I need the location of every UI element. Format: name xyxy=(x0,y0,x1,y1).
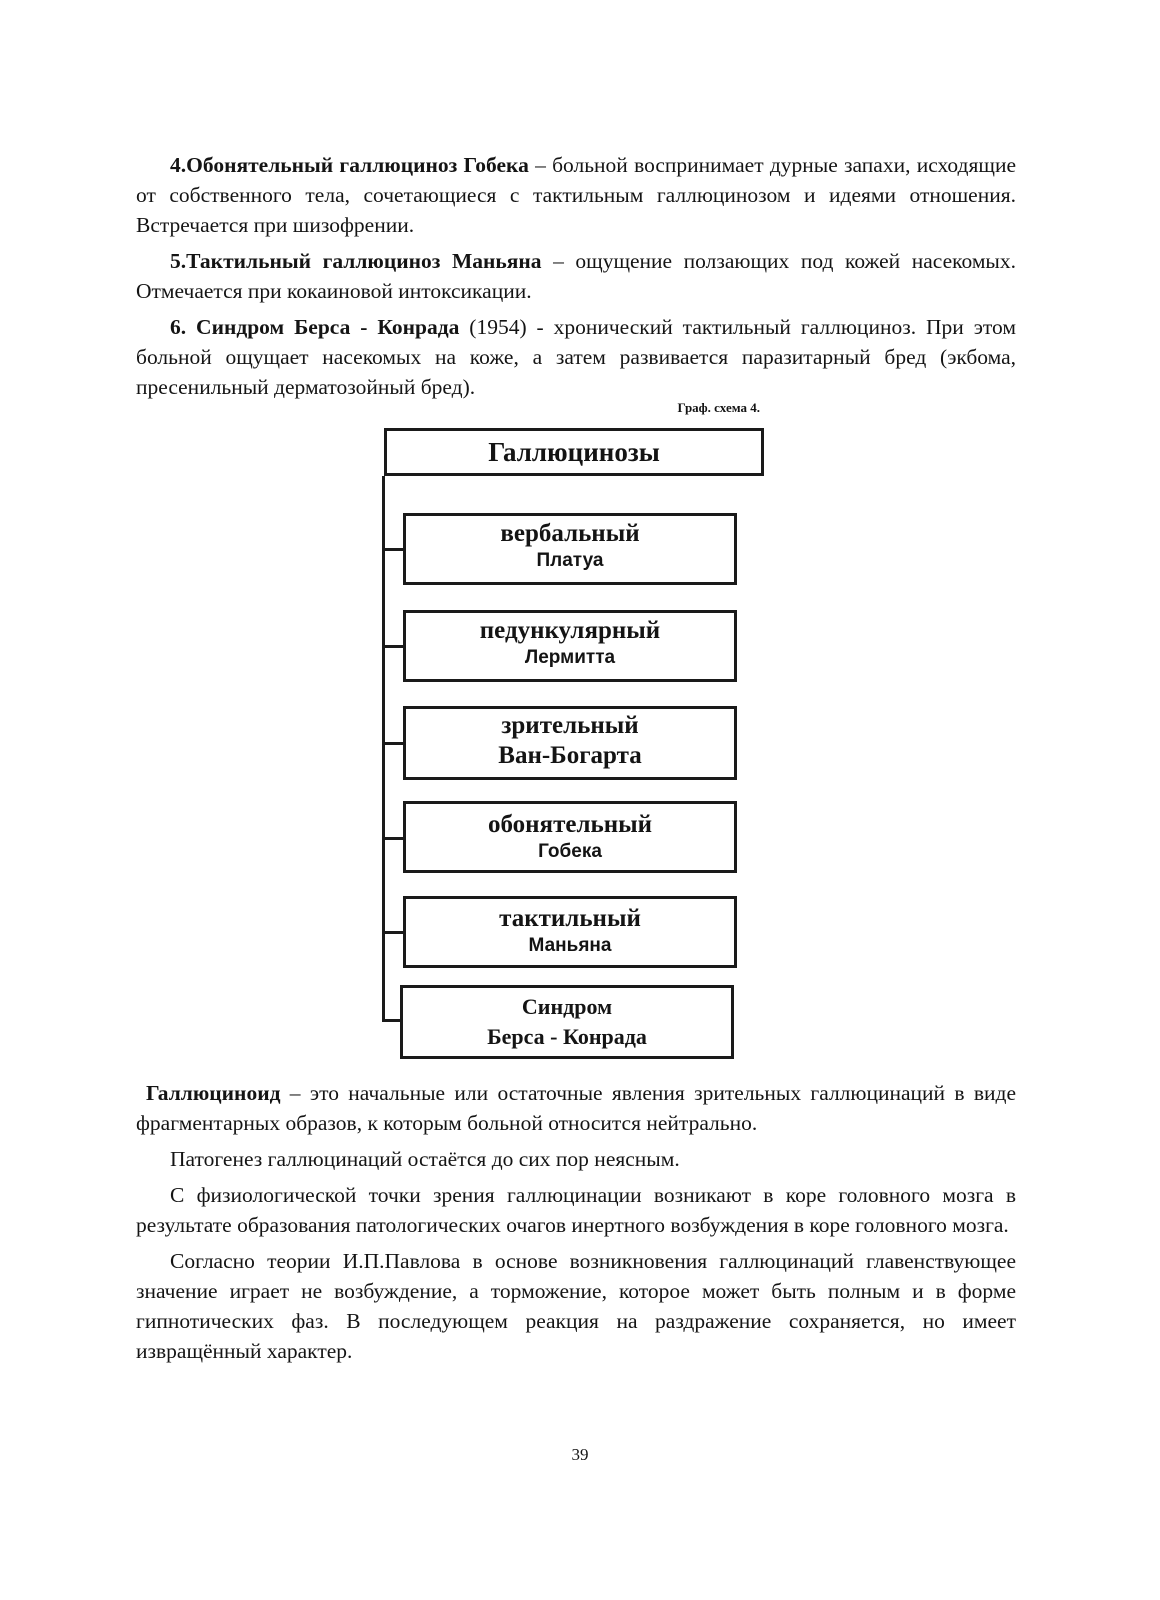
diagram-connector xyxy=(382,931,404,934)
paragraph-hallucinoid xyxy=(136,1078,1016,1138)
page-number: 39 xyxy=(571,1445,589,1464)
bottom-text-block xyxy=(136,1078,1016,1372)
diagram-box-olfactory xyxy=(403,801,737,873)
diagram-root-box xyxy=(384,428,764,476)
diagram-box-title: вербальный xyxy=(500,520,640,547)
diagram-box-visual xyxy=(403,706,737,780)
diagram-box-subtitle: Ван-Богарта xyxy=(498,742,642,769)
diagram-box-title: педункулярный xyxy=(479,617,661,644)
paragraph-heading: 6. Синдром Берса - Конрада xyxy=(170,315,460,339)
paragraph-heading: 5.Тактильный галлюциноз Маньяна xyxy=(170,249,542,273)
diagram-connector-vertical xyxy=(382,476,385,1022)
diagram-connector xyxy=(382,548,404,551)
paragraph-bers-konrad xyxy=(136,312,1016,402)
diagram-connector xyxy=(382,645,404,648)
paragraph-body: (1954) - хронический тактильный галлюциноз. При этом больной ощущает насекомых на коже, а затем развивается паразитарный бред (экбома, пресенильный дерматозойный бред). xyxy=(136,315,1016,399)
paragraph-heading: Галлюциноид xyxy=(146,1081,281,1105)
paragraph-gobek xyxy=(136,150,1016,240)
top-text-block xyxy=(136,150,1016,408)
diagram-box-peduncular xyxy=(403,610,737,682)
paragraph-body: – больной воспринимает дурные запахи, исходящие от собственного тела, сочетающиеся с тактильным галлюцинозом и идеями отношения. Встречается при шизофрении. xyxy=(136,153,1016,237)
diagram-box-title: тактильный xyxy=(499,905,641,932)
diagram-box-subtitle: Берса - Конрада xyxy=(487,1024,647,1049)
paragraph-pathogenesis: Патогенез галлюцинаций остаётся до сих пор неясным. xyxy=(170,1147,680,1171)
diagram-box-subtitle: Платуа xyxy=(536,550,604,571)
diagram-connector xyxy=(382,1019,402,1022)
diagram-box-subtitle: Лермитта xyxy=(524,647,616,668)
paragraph-pavlov: Согласно теории И.П.Павлова в основе возникновения галлюцинаций главенствующее значение играет не возбуждение, а торможение, которое может быть полным и в форме гипнотических фаз. В последующем реакция на раздражение сохраняется, но имеет извращённый характер. xyxy=(136,1249,1016,1363)
diagram-box-title: Синдром xyxy=(521,994,613,1019)
diagram-connector xyxy=(382,742,404,745)
diagram-box-subtitle: Маньяна xyxy=(528,935,612,956)
paragraph-physiology: С физиологической точки зрения галлюцинации возникают в коре головного мозга в результате образования патологических очагов инертного возбуждения в коре головного мозга. xyxy=(136,1183,1016,1237)
diagram-caption: Граф. схема 4. xyxy=(677,400,760,415)
diagram-root-label: Галлюцинозы xyxy=(488,437,660,467)
paragraph-body: – это начальные или остаточные явления зрительных галлюцинаций в виде фрагментарных образов, к которым больной относится нейтрально. xyxy=(136,1081,1016,1135)
diagram-connector xyxy=(382,837,404,840)
diagram-box-title: обонятельный xyxy=(487,811,653,838)
paragraph-magnan xyxy=(136,246,1016,306)
paragraph-heading: 4.Обонятельный галлюциноз Гобека xyxy=(170,153,529,177)
diagram-box-tactile xyxy=(403,896,737,968)
diagram-box-title: зрительный xyxy=(501,712,639,739)
diagram-box-syndrome xyxy=(400,985,734,1059)
diagram-box-subtitle: Гобека xyxy=(538,841,602,862)
paragraph-body: – ощущение ползающих под кожей насекомых. Отмечается при кокаиновой интоксикации. xyxy=(136,249,1016,303)
diagram-box-verbal xyxy=(403,513,737,585)
